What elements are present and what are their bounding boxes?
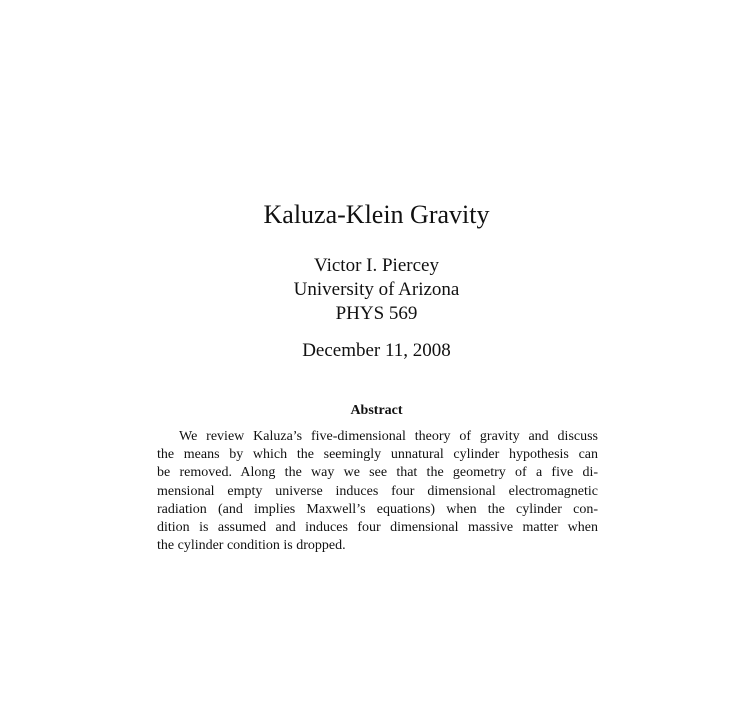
abstract-line: the cylinder condition is dropped. [157, 538, 346, 554]
course-code: PHYS 569 [335, 303, 418, 324]
abstract-line: mensional empty universe induces four dimensional electromagnetic [157, 483, 598, 499]
abstract-line: the means by which the seemingly unnatural cylinder hypothesis can [157, 447, 598, 463]
abstract-line: radiation (and implies Maxwell’s equations) when the cylinder con- [157, 501, 598, 517]
abstract-line: We review Kaluza’s five-dimensional theory of gravity and discuss [179, 429, 598, 444]
paper-title: Kaluza-Klein Gravity [263, 200, 490, 229]
author-affiliation: University of Arizona [293, 279, 460, 300]
paper-date: December 11, 2008 [302, 340, 451, 361]
abstract-body [157, 428, 598, 555]
abstract-line: be removed. Along the way we see that the geometry of a five di- [157, 465, 598, 481]
author-block [0, 254, 753, 326]
abstract-line: dition is assumed and induces four dimensional massive matter when [157, 519, 598, 535]
abstract-heading: Abstract [350, 403, 403, 418]
author-name: Victor I. Piercey [314, 255, 439, 276]
